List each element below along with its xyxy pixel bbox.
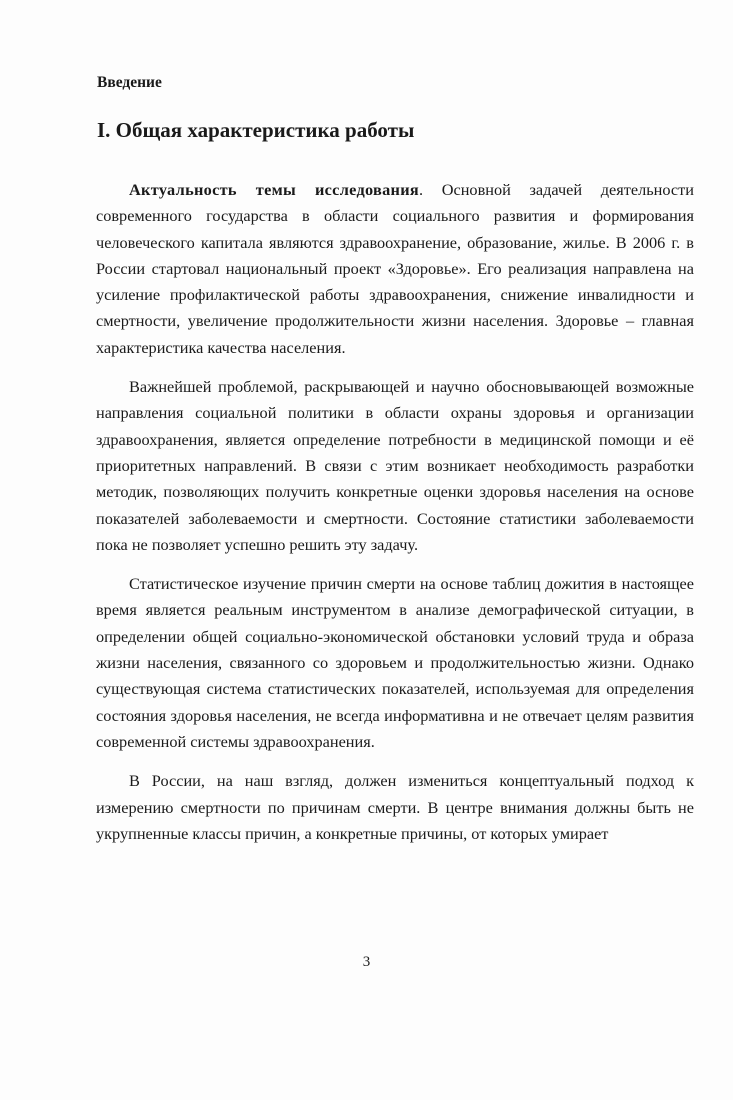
paragraph-relevance — [96, 177, 694, 361]
paragraph-lead: Актуальность темы исследования — [129, 180, 420, 199]
paragraph-mortality-statistics: Статистическое изучение причин смерти на основе таблиц дожития в настоящее время является реальным инструментом в анализе демографической ситуации, в определении общей социально-экономической обстановки условий труда и образа жизни населения, связанного со здоровьем и продолжительностью жизни. Однако существующая система статистических показателей, используемая для определения состояния здоровья населения, не всегда информативна и не отвечает целям развития современной системы здравоохранения. — [96, 574, 694, 751]
document-body — [96, 177, 694, 860]
paragraph-healthcare-needs: Важнейшей проблемой, раскрывающей и научно обосновывающей возможные направления социальной политики в области охраны здоровья и организации здравоохранения, является определение потребности в медицинской помощи и её приоритетных направлений. В связи с этим возникает необходимость разработки методик, позволяющих получить конкретные оценки здоровья населения на основе показателей заболеваемости и смертности. Состояние статистики заболеваемости пока не позволяет успешно решить эту задачу. — [96, 377, 694, 554]
chapter-heading: I. Общая характеристика работы — [97, 118, 415, 142]
intro-heading: Введение — [97, 74, 162, 91]
paragraph-conceptual-approach: В России, на наш взгляд, должен измениться концептуальный подход к измерению смертности по причинам смерти. В центре внимания должны быть не укрупненные классы причин, а конкретные причины, от которых умирает — [96, 771, 694, 843]
page-number: 3 — [362, 954, 371, 970]
paragraph-text: . Основной задачей деятельности современного государства в области социального развития и формирования человеческого капитала являются здравоохранение, образование, жилье. В 2006 г. в России стартовал национальный проект «Здоровье». Его реализация направлена на усиление профилактической работы здравоохранения, снижение инвалидности и смертности, увеличение продолжительности жизни населения. Здоровье – главная характеристика качества населения. — [96, 180, 694, 357]
